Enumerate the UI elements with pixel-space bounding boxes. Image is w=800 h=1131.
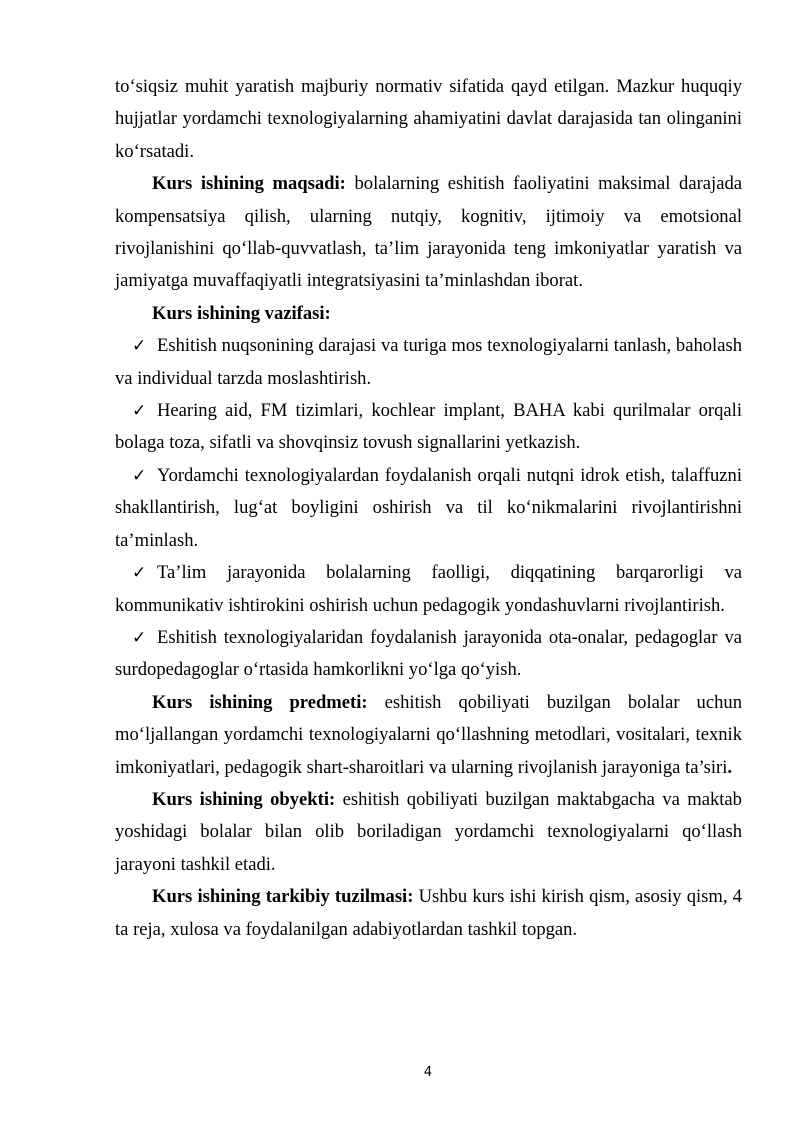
object-text: eshitish qobiliyati buzilgan maktabgacha va maktab yoshidagi bolalar bilan olib boriladigan yordamchi texnologiyalarni qo‘llash jarayoni tashkil etadi. — [115, 788, 742, 875]
checkmark-icon: ✓ — [132, 401, 147, 422]
task-item — [115, 622, 742, 687]
structure-text: Ushbu kurs ishi kirish qism, asosiy qism, 4 ta reja, xulosa va foydalanilgan adabiyotlardan tashkil topgan. — [115, 886, 742, 940]
goal-text: bolalarning eshitish faoliyatini maksimal darajada kompensatsiya qilish, ularning nutqiy, kognitiv, ijtimoiy va emotsional rivojlanishini qo‘llab-quvvatlash, ta’lim jarayonida teng imkoniyatlar yaratish va jamiyatga muvaffaqiyatli integratsiyasini ta’minlashdan iborat. — [115, 173, 742, 292]
subject-paragraph — [115, 687, 742, 784]
goal-heading: Kurs ishining maqsadi: — [152, 173, 346, 195]
subject-end: . — [727, 756, 733, 778]
structure-heading: Kurs ishining tarkibiy tuzilmasi: — [152, 886, 414, 908]
page-number: 4 — [423, 1065, 433, 1080]
subject-heading: Kurs ishining predmeti: — [152, 691, 368, 713]
document-page — [115, 71, 742, 946]
opening-paragraph: to‘siqsiz muhit yaratish majburiy normativ sifatida qayd etilgan. Mazkur huquqiy hujjatlar yordamchi texnologiyalarning ahamiyatini davlat darajasida tan olinganini ko‘rsatadi. — [115, 76, 742, 162]
subject-text: eshitish qobiliyati buzilgan bolalar uchun mo‘ljallangan yordamchi texnologiyalarni qo‘llashning metodlari, vositalari, texnik imkoniyatlari, pedagogik shart-sharoitlari va ularning rivojlanish jarayoniga ta’siri — [115, 691, 742, 778]
task-item — [115, 330, 742, 395]
checkmark-icon: ✓ — [132, 465, 147, 486]
task-item — [115, 395, 742, 460]
checkmark-icon: ✓ — [132, 627, 147, 648]
task-item — [115, 460, 742, 557]
task-text: Yordamchi texnologiyalardan foydalanish orqali nutqni idrok etish, talaffuzni shakllantirish, lug‘at boyligini oshirish va til ko‘nikmalarini rivojlantirishni ta’minlash. — [115, 464, 742, 551]
checkmark-icon: ✓ — [132, 336, 147, 357]
task-text: Hearing aid, FM tizimlari, kochlear implant, BAHA kabi qurilmalar orqali bolaga toza, sifatli va shovqinsiz tovush signallarini yetkazish. — [115, 400, 742, 454]
object-paragraph — [115, 784, 742, 881]
task-text: Eshitish nuqsonining darajasi va turiga mos texnologiyalarni tanlash, baholash va individual tarzda moslashtirish. — [115, 335, 742, 389]
task-text: Eshitish texnologiyalaridan foydalanish jarayonida ota-onalar, pedagoglar va surdopedagoglar o‘rtasida hamkorlikni yo‘lga qo‘yish. — [115, 626, 742, 681]
task-item — [115, 557, 742, 622]
checkmark-icon: ✓ — [132, 563, 147, 584]
goal-paragraph — [115, 168, 742, 298]
structure-paragraph — [115, 881, 742, 946]
task-text: Ta’lim jarayonida bolalarning faolligi, diqqatining barqarorligi va kommunikativ ishtirokini oshirish uchun pedagogik yondashuvlarni rivojlantirish. — [115, 562, 742, 616]
object-heading: Kurs ishining obyekti: — [152, 788, 336, 810]
tasks-heading: Kurs ishining vazifasi: — [152, 302, 331, 324]
